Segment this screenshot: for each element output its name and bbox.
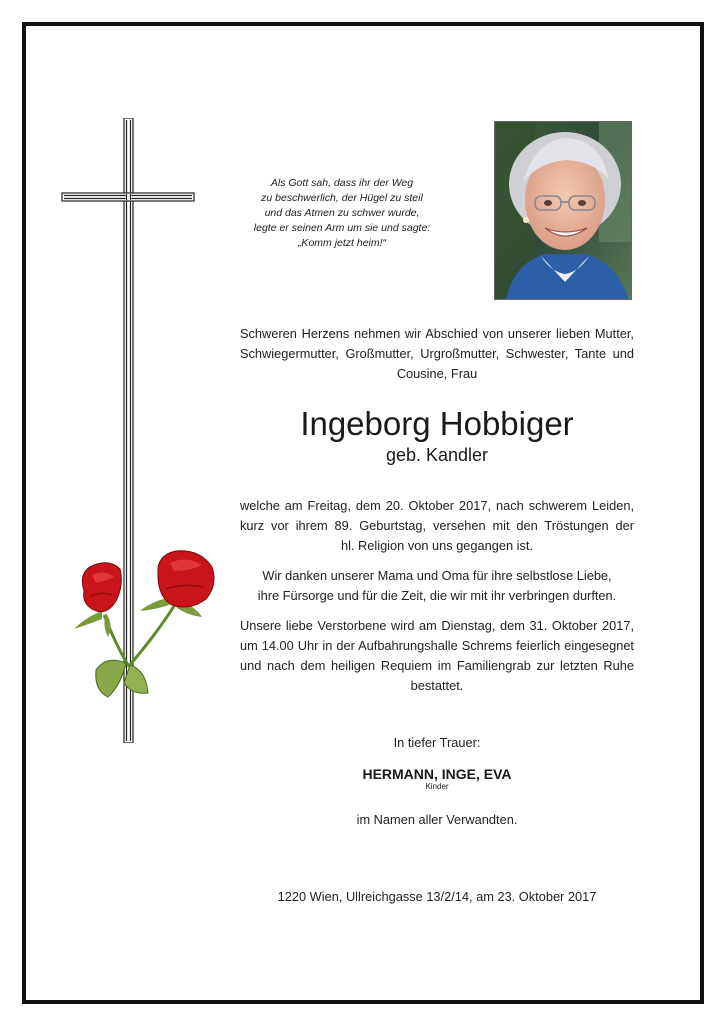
deceased-name: Ingeborg Hobbiger	[300, 405, 574, 442]
footer-address-date: 1220 Wien, Ullreichgasse 13/2/14, am 23. Oktober 2017	[277, 889, 597, 904]
poem-line: zu beschwerlich, der Hügel zu steil	[261, 192, 423, 204]
thanks-line: ihre Fürsorge und für die Zeit, die wir mit ihr verbringen durften.	[257, 588, 617, 603]
thanks-text	[240, 566, 634, 606]
birth-name: geb. Kandler	[385, 445, 489, 465]
intro-text	[240, 324, 634, 384]
poem-line: legte er seinen Arm um sie und sagte:	[253, 222, 431, 234]
roses-icon	[66, 545, 222, 705]
funeral-line: und nach dem heiligen Requiem im Familiengrab zur letzten Ruhe	[240, 658, 634, 673]
funeral-line: bestattet.	[410, 678, 464, 693]
poem-line: und das Atmen zu schwer wurde,	[264, 207, 420, 219]
portrait-image	[495, 122, 632, 300]
funeral-line: Unsere liebe Verstorbene wird am Dienstag, dem 31. Oktober 2017,	[240, 618, 634, 633]
passing-text	[240, 496, 634, 556]
passing-line: welche am Freitag, dem 20. Oktober 2017, nach schwerem Leiden,	[240, 498, 634, 513]
thanks-line: Wir danken unserer Mama und Oma für ihre selbstlose Liebe,	[262, 568, 612, 583]
poem-line: „Komm jetzt heim!“	[297, 237, 387, 249]
funeral-line: um 14.00 Uhr in der Aufbahrungshalle Schrems feierlich eingesegnet	[240, 638, 634, 653]
poem	[238, 176, 446, 251]
mourning-text: In tiefer Trauer:	[393, 735, 481, 750]
relatives-text: im Namen aller Verwandten.	[356, 812, 518, 827]
passing-line: kurz vor ihrem 89. Geburtstag, versehen mit den Tröstungen der	[240, 518, 634, 533]
signers-role: Kinder	[425, 782, 449, 791]
intro-line: Schweren Herzens nehmen wir Abschied von unserer lieben Mutter,	[240, 326, 634, 341]
passing-line: hl. Religion von uns gegangen ist.	[340, 538, 534, 553]
poem-line: Als Gott sah, dass ihr der Weg	[270, 177, 414, 189]
portrait-photo	[494, 121, 632, 300]
intro-line: Cousine, Frau	[396, 366, 478, 381]
funeral-text	[240, 616, 634, 696]
intro-line: Schwiegermutter, Großmutter, Urgroßmutter, Schwester, Tante und	[240, 346, 634, 361]
signers-names: HERMANN, INGE, EVA	[362, 766, 512, 782]
